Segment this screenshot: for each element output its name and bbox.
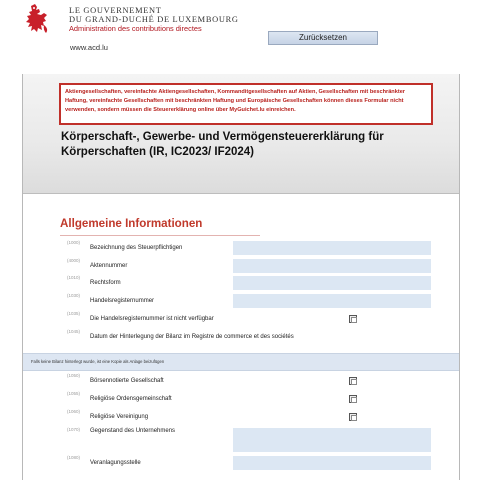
section-title: Allgemeine Informationen (60, 217, 203, 230)
register-unavailable-checkbox[interactable] (349, 315, 357, 323)
gov-line2: DU GRAND-DUCHÉ DE LUXEMBOURG (69, 15, 239, 24)
listed-company-checkbox[interactable] (349, 377, 357, 385)
section-divider (60, 235, 260, 236)
field-code: (1070) (67, 427, 81, 432)
field-label: Veranlagungsstelle (90, 460, 141, 466)
red-lion-icon (22, 3, 52, 35)
register-number-field[interactable] (233, 294, 431, 308)
field-code: (4000) (67, 258, 81, 263)
site-header (0, 0, 480, 68)
form-banner (23, 74, 459, 194)
field-code: (1035) (67, 311, 81, 316)
form-row-legal-form (23, 275, 459, 292)
reset-button[interactable]: Zurücksetzen (268, 31, 378, 45)
field-label: Bezeichnung des Steuerpflichtigen (90, 245, 183, 251)
form-row-religious-association (23, 409, 459, 426)
government-wordmark (69, 6, 239, 33)
field-code: (1080) (67, 455, 81, 460)
form-row-taxpayer-name (23, 240, 459, 257)
religious-association-checkbox[interactable] (349, 413, 357, 421)
field-label: Börsennotierte Gesellschaft (90, 378, 164, 384)
form-row-tax-office (23, 455, 459, 472)
field-code: (1045) (67, 329, 81, 334)
form-page (22, 74, 460, 480)
religious-order-checkbox[interactable] (349, 395, 357, 403)
form-row-register-number (23, 293, 459, 310)
legal-form-field[interactable] (233, 276, 431, 290)
field-code: (1060) (67, 409, 81, 414)
form-row-listed-company (23, 373, 459, 390)
administration-name: Administration des contributions directes (69, 24, 202, 33)
field-label: Rechtsform (90, 280, 121, 286)
form-row-religious-order (23, 391, 459, 408)
tax-office-field[interactable] (233, 456, 431, 470)
form-row-register-unavailable (23, 311, 459, 328)
form-row-balance-date (23, 329, 459, 346)
info-band-text: Falls keine Bilanz hinterlegt wurde, ist eine Kopie als Anlage beizufügen (31, 359, 165, 364)
field-label: Aktennummer (90, 263, 128, 269)
site-url[interactable]: www.acd.lu (70, 43, 108, 52)
info-band (23, 353, 459, 371)
field-label: Religiöse Vereinigung (90, 414, 149, 420)
form-row-business-purpose (23, 427, 459, 455)
field-code: (1030) (67, 293, 81, 298)
field-label: Gegenstand des Unternehmens (90, 428, 176, 434)
form-row-file-number (23, 258, 459, 275)
online-filing-notice: Aktiengesellschaften, vereinfachte Aktiengesellschaften, Kommanditgesellschaften auf Aktien, Gesellschaften mit beschränkter Haftung, vereinfachte Gesellschaften mit beschränkten Haftung und Europäische Gesellschaften können dieses Formular nicht verwenden, sondern müssen die Steuererklärung online über MyGuichet.lu einreichen. (59, 83, 433, 125)
field-label: Datum der Hinterlegung der Bilanz im Registre de commerce et des sociétés (90, 334, 294, 340)
business-purpose-field[interactable] (233, 428, 431, 452)
field-label: Handelsregisternummer (90, 298, 155, 304)
gov-line1: LE GOUVERNEMENT (69, 6, 162, 15)
field-code: (1010) (67, 275, 81, 280)
field-code: (1055) (67, 391, 81, 396)
field-code: (1050) (67, 373, 81, 378)
file-number-field[interactable] (233, 259, 431, 273)
form-title: Körperschaft-, Gewerbe- und Vermögensteuererklärung für Körperschaften (IR, IC2023/ IF2024) (61, 131, 384, 158)
field-code: (1000) (67, 240, 81, 245)
taxpayer-name-field[interactable] (233, 241, 431, 255)
field-label: Religiöse Ordensgemeinschaft (90, 396, 172, 402)
field-label: Die Handelsregisternummer ist nicht verfügbar (90, 316, 214, 322)
